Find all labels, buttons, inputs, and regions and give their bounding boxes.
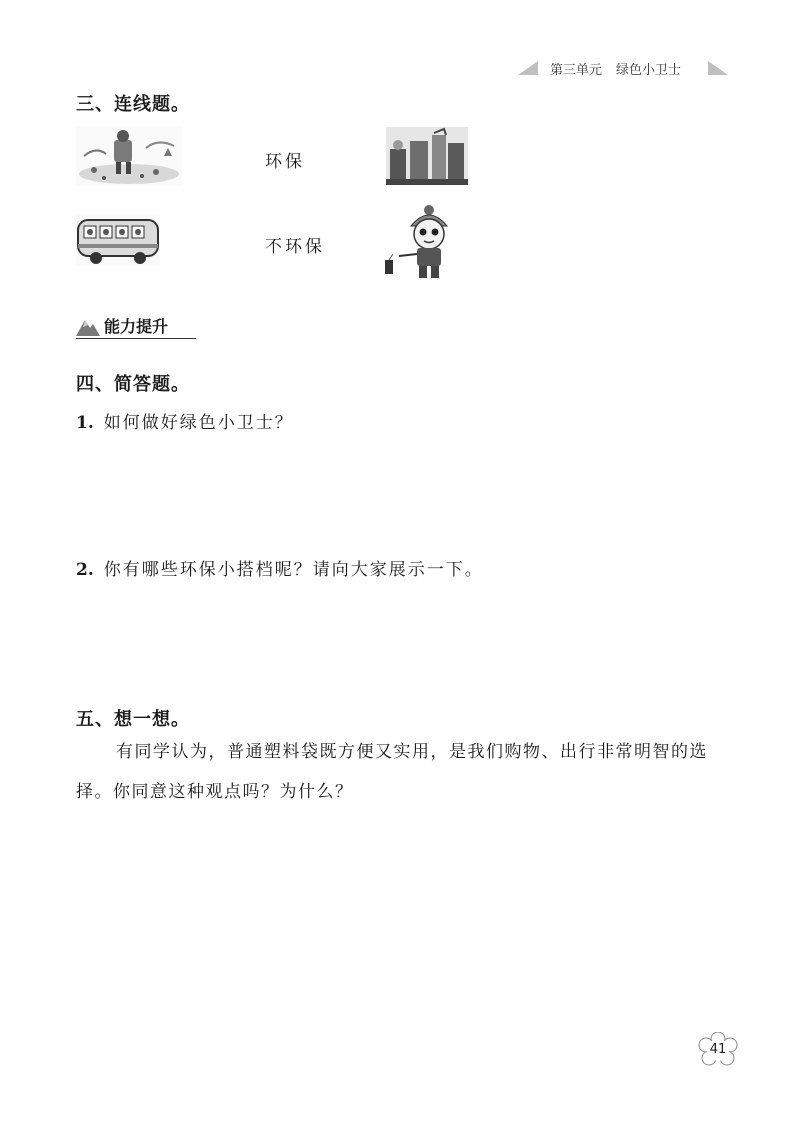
question-2 <box>76 555 484 580</box>
header-triangle-left-icon <box>518 61 538 75</box>
header-lesson: 绿色小卫士 <box>616 63 682 78</box>
question-1-text: 如何做好绿色小卫士？ <box>103 413 294 433</box>
header-triangle-right-icon <box>708 61 728 75</box>
section3-title: 三、连线题。 <box>76 94 190 115</box>
running-header <box>518 57 728 81</box>
page-number-badge <box>696 1032 740 1068</box>
ability-label: 能力提升 <box>104 317 169 336</box>
word-eco-friendly: 环保 <box>265 152 305 172</box>
page-number: 41 <box>709 1042 727 1057</box>
school-bus-image <box>76 214 160 266</box>
question-1 <box>76 408 294 433</box>
ability-banner <box>76 312 196 340</box>
question-2-number: 2. <box>76 560 94 580</box>
section5-paragraph: 有同学认为，普通塑料袋既方便又实用，是我们购物、出行非常明智的选择。你同意这种观点吗？为什么？ <box>76 742 708 802</box>
littering-scene-image <box>76 126 182 186</box>
word-not-eco-friendly: 不环保 <box>265 237 325 257</box>
header-unit: 第三单元 <box>550 63 603 78</box>
question-1-number: 1. <box>76 413 94 433</box>
section5-title: 五、想一想。 <box>76 709 190 730</box>
header-text <box>550 59 681 78</box>
ability-underline <box>76 338 196 339</box>
question-2-text: 你有哪些环保小搭档呢？请向大家展示一下。 <box>103 560 484 580</box>
firecracker-child-image <box>383 204 465 280</box>
section4-title: 四、简答题。 <box>76 374 190 395</box>
mountain-icon <box>76 318 100 336</box>
trash-bins-image <box>386 127 468 185</box>
